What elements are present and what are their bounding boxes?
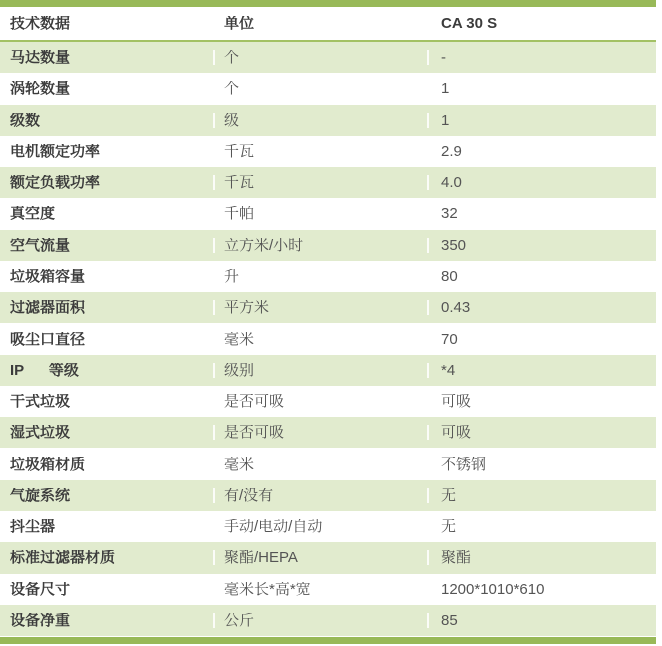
- row-value: 80: [427, 269, 656, 284]
- row-value: 0.43: [427, 300, 656, 315]
- table-row: [0, 261, 656, 292]
- row-label: IP 等级: [10, 362, 79, 378]
- row-label: 气旋系统: [10, 487, 71, 503]
- table-row: [0, 574, 656, 605]
- row-unit: 千帕: [213, 206, 427, 221]
- row-label: 设备尺寸: [10, 581, 71, 597]
- table-row: [0, 542, 656, 573]
- row-label: 马达数量: [10, 50, 71, 66]
- row-label: 级数: [10, 112, 41, 128]
- row-value: 可吸: [427, 425, 656, 440]
- table-row: [0, 136, 656, 167]
- header-unit: 单位: [224, 16, 255, 31]
- row-unit: 是否可吸: [213, 394, 427, 409]
- table-row: [0, 167, 656, 198]
- row-value: 32: [427, 206, 656, 221]
- table-body: [0, 42, 656, 636]
- table-row: [0, 511, 656, 542]
- row-unit: 立方米/小时: [213, 238, 427, 253]
- row-unit: 升: [213, 269, 427, 284]
- row-label: 真空度: [10, 206, 56, 222]
- row-unit: 级别: [213, 363, 427, 378]
- row-label: 湿式垃圾: [10, 425, 71, 441]
- row-value: -: [427, 50, 656, 65]
- row-label: 吸尘口直径: [10, 331, 86, 347]
- table-row: [0, 386, 656, 417]
- table-row: [0, 105, 656, 136]
- row-unit: 千瓦: [213, 175, 427, 190]
- row-unit: 毫米长*高*宽: [213, 582, 427, 597]
- row-label: 空气流量: [10, 237, 71, 253]
- row-unit: 有/没有: [213, 488, 427, 503]
- row-unit: 毫米: [213, 457, 427, 472]
- row-label: 干式垃圾: [10, 394, 71, 410]
- row-label: 设备净重: [10, 612, 71, 628]
- row-value: 85: [427, 613, 656, 628]
- row-label: 标准过滤器材质: [10, 550, 116, 566]
- row-unit: 是否可吸: [213, 425, 427, 440]
- row-unit: 手动/电动/自动: [213, 519, 427, 534]
- row-unit: 级: [213, 113, 427, 128]
- row-label: 电机额定功率: [10, 143, 101, 159]
- table-row: [0, 448, 656, 479]
- table-row: [0, 292, 656, 323]
- row-unit: 聚酯/HEPA: [213, 550, 427, 565]
- row-unit: 毫米: [213, 332, 427, 347]
- table-row: [0, 323, 656, 354]
- row-unit: 公斤: [213, 613, 427, 628]
- row-value: *4: [427, 363, 656, 378]
- row-value: 聚酯: [427, 550, 656, 565]
- row-value: 无: [427, 519, 656, 534]
- row-unit: 平方米: [213, 300, 427, 315]
- row-value: 350: [427, 238, 656, 253]
- top-accent-bar: [0, 0, 656, 7]
- table-row: [0, 198, 656, 229]
- table-row: [0, 605, 656, 636]
- table-row: [0, 355, 656, 386]
- row-label: 抖尘器: [10, 519, 56, 535]
- table-header-row: [0, 7, 656, 40]
- header-tech-data: 技术数据: [10, 16, 71, 31]
- row-value: 无: [427, 488, 656, 503]
- row-label: 额定负载功率: [10, 175, 101, 191]
- row-unit: 千瓦: [213, 144, 427, 159]
- row-value: 1200*1010*610: [427, 582, 656, 597]
- table-row: [0, 73, 656, 104]
- row-label: 过滤器面积: [10, 300, 86, 316]
- row-value: 1: [427, 113, 656, 128]
- row-value: 可吸: [427, 394, 656, 409]
- row-value: 70: [427, 332, 656, 347]
- bottom-accent-bar: [0, 637, 656, 644]
- table-row: [0, 42, 656, 73]
- row-value: 不锈钢: [427, 457, 656, 472]
- row-value: 4.0: [427, 175, 656, 190]
- table-row: [0, 417, 656, 448]
- row-unit: 个: [213, 81, 427, 96]
- row-value: 2.9: [427, 144, 656, 159]
- table-row: [0, 230, 656, 261]
- table-row: [0, 480, 656, 511]
- row-label: 涡轮数量: [10, 81, 71, 97]
- row-value: 1: [427, 81, 656, 96]
- row-label: 垃圾箱材质: [10, 456, 86, 472]
- header-model: CA 30 S: [441, 16, 498, 31]
- row-unit: 个: [213, 50, 427, 65]
- row-label: 垃圾箱容量: [10, 268, 86, 284]
